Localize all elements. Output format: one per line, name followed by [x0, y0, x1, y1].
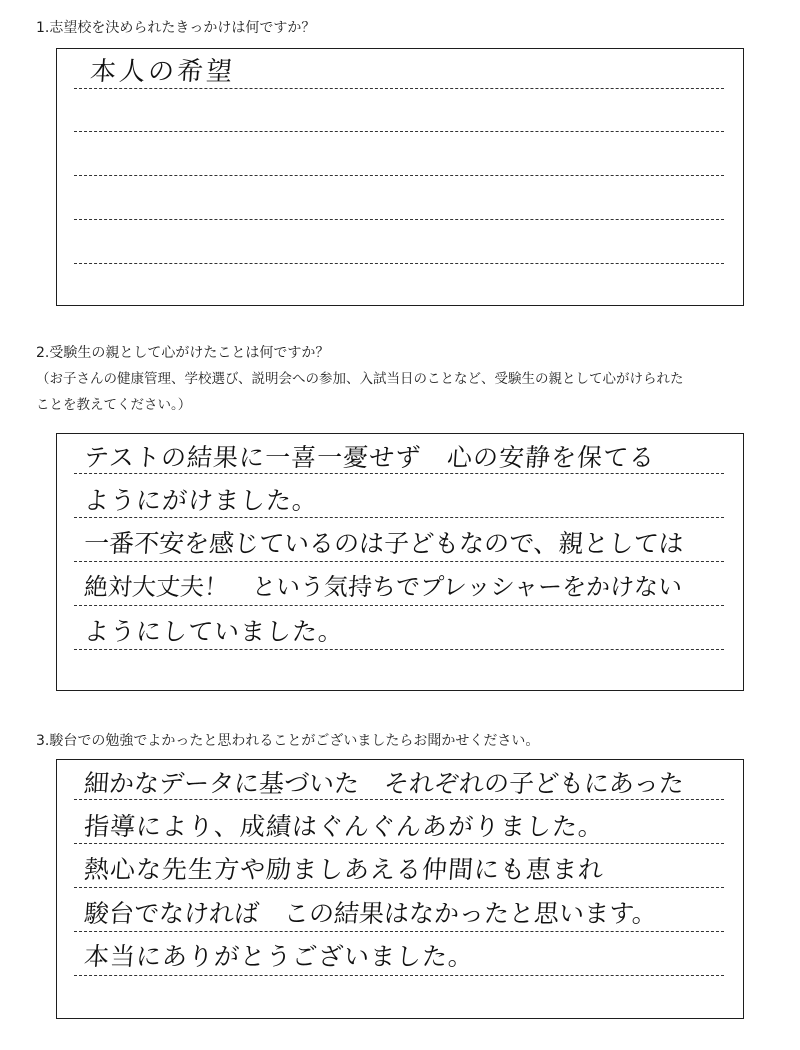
- answer-rule: [74, 175, 724, 176]
- answer-rule: [74, 887, 724, 888]
- handwritten-answer-2-line-5: ようにしていました。: [83, 617, 346, 646]
- answer-rule: [74, 219, 724, 220]
- question-3-label: 3.駿台での勉強でよかったと思われることがございましたらお聞かせください。: [36, 733, 540, 749]
- handwritten-answer-3-line-4: 駿台でなければ この結果はなかったと思います。: [83, 899, 659, 928]
- question-1-label: 1.志望校を決められたきっかけは何ですか？: [36, 20, 316, 36]
- handwritten-answer-3-line-2: 指導により、成績はぐんぐんあがりました。: [83, 812, 606, 841]
- handwritten-answer-3-line-3: 熱心な先生方や励ましあえる仲間にも恵まれ: [83, 855, 606, 884]
- question-2-note: ことを教えてください。）: [36, 397, 192, 413]
- handwritten-answer-2-line-1: テストの結果に一喜一憂せず 心の安静を保てる: [83, 443, 657, 472]
- answer-rule: [74, 561, 724, 562]
- question-2-note: （お子さんの健康管理、学校選び、説明会への参加、入試当日のことなど、受験生の親として心がけられた: [36, 371, 684, 387]
- answer-rule: [74, 975, 724, 976]
- answer-rule: [74, 263, 724, 264]
- question-2-label: 2.受験生の親として心がけたことは何ですか？: [36, 345, 330, 361]
- handwritten-answer-2-line-4: 絶対大丈夫！ という気持ちでプレッシャーをかけない: [83, 573, 684, 601]
- answer-rule: [74, 131, 724, 132]
- handwritten-answer-1-line-1: 本人の希望: [88, 57, 237, 87]
- answer-rule: [74, 931, 724, 932]
- handwritten-answer-3-line-1: 細かなデータに基づいた それぞれの子どもにあった: [83, 769, 685, 798]
- handwritten-answer-2-line-2: ようにがけました。: [83, 486, 320, 515]
- answer-rule: [74, 605, 724, 606]
- handwritten-answer-3-line-5: 本当にありがとうございました。: [83, 942, 476, 971]
- handwritten-answer-2-line-3: 一番不安を感じているのは子どもなので、親としては: [83, 529, 685, 558]
- answer-rule: [74, 649, 724, 650]
